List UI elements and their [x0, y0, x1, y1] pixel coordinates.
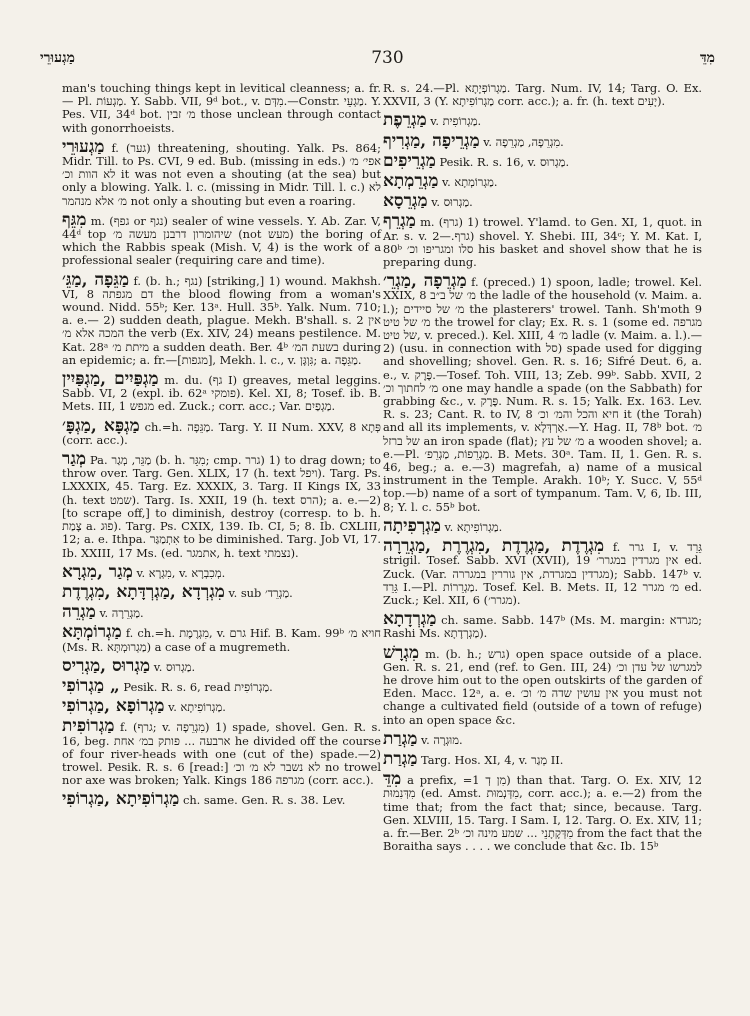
dictionary-entry: [383, 748, 702, 769]
dictionary-entry: [383, 130, 702, 151]
entry-headword: מַגְרֵפֶת: [383, 110, 427, 131]
running-head-left: מַגְעוּרֵי: [40, 49, 75, 66]
dictionary-entry: [383, 211, 702, 270]
dictionary-entry: [383, 642, 702, 727]
entry-definition: v. מַגְרוּס.: [431, 195, 473, 210]
entry-definition: f. (גער) threatening, shouting. Yalk. Ps. 864; Midr. Till. to Ps. CVI, 9 ed. Bub. (missing in eds.) אפי׳ מ׳ לא הוות וכ׳ it was not even a shouting (at the sea) but only a blowing. Yalk. l. c. (missing in Midr. Till. l. c.) לא מ׳ אלא מנהמר not only a shouting but even a roaring.: [62, 140, 382, 208]
entry-definition: m. (גפף or נגף) sealer of wine vessels. Y. Ab. Zar. V, 44ᵈ top שיהומרון דרבנן מעשה מ׳ (not מעש) the boring of which the Rabbis speak (Mish. V, 4) is the work of a professional sealer (requiring care and time).: [62, 213, 381, 268]
dictionary-entry: [383, 191, 702, 212]
entry-headword: מִגְרָשׁ: [383, 642, 420, 663]
entry-headword: מַגְרוֹפִיתָא ,מַגְרוֹפִי: [62, 789, 180, 810]
entry-headword: מַגְרַת: [383, 748, 418, 769]
entry-definition: v. מַגְרוֹפִיתָא.: [168, 700, 226, 715]
page-header: [40, 44, 715, 72]
dictionary-entry: [62, 415, 381, 447]
dictionary-entry: [62, 789, 381, 810]
dictionary-entry: [62, 602, 381, 623]
entry-headword: מַגְרֵף: [383, 211, 416, 232]
entry-definition: Targ. Hos. XI, 4, v. מְגַר II.: [421, 752, 564, 767]
entry-headword: מַגְעוּרֵי: [62, 136, 105, 157]
left-column: [62, 82, 381, 813]
entry-headword: מְגַר ,מִגְרָא: [62, 561, 133, 582]
entry-headword: מַגְרוֹמְתָּא: [62, 622, 122, 643]
dictionary-entry: [62, 675, 381, 696]
dictionary-entry: [62, 136, 382, 208]
entry-definition: a prefix, =מִן דְ 1) than that. Targ. O. Ex. XIV, 12 מִדְּנִמוּת (ed. Amst. מִדְּנְמוּת, corr. acc.); a. e.—2) from the time that; from the fact that; since, because. Targ. Gen. XLVIII, 15. Targ. I Sam. I, 12. Targ. O. Ex. XIV, 11; a. fr.—Ber. 2ᵇ מִדְּקָתָנֵי ... שמע מינה וכ׳ from the fact that the Boraitha says . . . . we conclude that &c. Ib. 15ᵇ: [383, 773, 703, 854]
entry-headword: מַגְפָּא ,מַגְפָּ׳: [62, 415, 140, 436]
dictionary-entry: [383, 536, 703, 607]
entry-definition: f. (b. h.; נגף) [striking,] 1) wound. Makhsh. VI, 8 דם מגפתה the blood flowing from a woman's wound. Nidd. 55ᵇ; Ker. 13ᵃ. Hull. 35ᵇ. Yalk. Num. 710; a. e.— 2) sudden death, plague. Mekh. B'shall. s. 2 אין המכה אלא מ׳ the verb (Ex. XIV, 24) means pestilence. M. Kat. 28ᵃ מיתת מ׳ a sudden death. Ber. 4ᵇ בשעת המ׳ during an epidemic; a. fr.—[מגפות], Mekh. l. c., v. גִּוְגָּן; a. מַגֵּפָה.: [62, 273, 382, 367]
dictionary-entry: [383, 110, 702, 131]
entry-definition: v. מַגְרוֹפִיתָא.: [444, 519, 503, 534]
entry-headword: מַגְרֵמְתָא: [383, 171, 439, 192]
entry-headword: מַגְרֵיפָה ,מַגְרִיף: [383, 130, 480, 151]
entry-definition: Pesik. R. s. 16, v. מַגְרוּס.: [439, 154, 570, 169]
page-number: 730: [371, 48, 404, 68]
dictionary-entry: [62, 82, 381, 135]
entry-headword: מִגְרֶדֶת ,מַגְרֶדֶת ,מִגְרֶרֶת ,מַגְרֵרָה: [383, 536, 605, 557]
entry-headword: מַגְרֵפָה ,מַגְרֵ׳: [383, 271, 467, 292]
entry-headword: מִדֵּ: [383, 769, 402, 790]
right-column: [383, 82, 702, 858]
dictionary-entry: [62, 209, 381, 268]
entry-definition: Pesik. R. s. 6, read מַגְרוֹפִית.: [123, 679, 273, 694]
entry-definition: ch. same. Sabb. 147ᵇ (Ms. M. margin: מגרדא; Rashi Ms. מַגְרְדָתָא).: [383, 613, 702, 641]
entry-definition: v. מַגְרוֹמְתָא.: [442, 175, 498, 190]
dictionary-entry: [383, 82, 702, 108]
entry-headword: מַגְרוֹפִית: [62, 716, 115, 737]
entry-definition: ch. same. Gen. R. s. 38. Lev.: [182, 793, 346, 808]
entry-headword: מִגְרְדָא ,מַגְרְדָּתָא ,מִגְרֶדֶת: [62, 581, 225, 602]
dictionary-entry: [62, 561, 381, 582]
dictionary-entry: [383, 150, 702, 171]
entry-headword: מַגְרְדָתָא: [383, 609, 437, 630]
entry-headword: מַגְרוּס ,מַגְרִיס: [62, 655, 151, 676]
dictionary-entry: [383, 515, 702, 536]
entry-headword: מַגְרֵיפִים: [383, 150, 436, 171]
entry-definition: v. מִגְרֵפָה, מַגְרֵפָה.: [483, 134, 564, 149]
entry-headword: מַגְרְפִיתָה: [383, 515, 441, 536]
dictionary-entry: [62, 369, 382, 414]
dictionary-entry: [62, 269, 382, 367]
entry-headword: מְגַר: [62, 449, 87, 470]
entry-headword: מַגְרֵה: [62, 602, 96, 623]
dictionary-entry: [62, 716, 382, 788]
dictionary-entry: [62, 581, 381, 602]
entry-definition: v. מַגְרוֹפִית.: [430, 114, 482, 129]
dictionary-entry: [62, 655, 381, 676]
running-head-right: מִדֵּ: [699, 49, 715, 66]
entry-definition: v. מַגְרוּס.: [153, 659, 196, 674]
entry-definition: R. s. 24.—Pl. מַגְרוֹפְיָתָא. Targ. Num. IV, 14; Targ. O. Ex. XXVII, 3 (Y. מַגְרוֹפִיתָא corr. acc.); a. fr. (h. text יָעִים).: [383, 81, 702, 109]
entry-definition: f. גרר I, v. גֵּרֵד strigil. Tosef. Sabb. XVI (XVII), 19 אין מגרדין במגרר׳ ed. Zuck. (Var. מגרדין במגרדת, אין גוררין במגררה); Sabb. 147ᵇ v. גֵּרֵד I.—Pl. מַגְרֵרוֹת. Tosef. Kel. B. Mets. II, 12 מ׳ מגרר ed. Zuck.; Kel. XII, 6 (מגרר׳).: [383, 540, 703, 607]
entry-definition: v. מוּגְרָה.: [421, 732, 463, 747]
entry-definition: m. du. (גף I) greaves, metal leggins. Sabb. VI, 2 (expl. ib. 62ᵃ פומקי). Kel. XI, 8; Tosef. ib. B. Mets. III, 1 מגפש ed. Zuck.; corr. acc.; Var. מַגְפַיִם.: [62, 373, 382, 414]
entry-headword: מַגְרַת: [383, 728, 418, 749]
entry-headword: מַגֵּפָה ,מַגֵּ׳: [62, 269, 130, 290]
entry-headword: „ מַגְרוֹפִי: [62, 675, 120, 696]
entry-definition: Pa. מַגֵּר, מְגַר (b. h. מִגֵּר; cmp. גרר) 1) to drag down; to throw over. Targ. Gen. XLIX, 17 (h. text ויפל). Targ. Ps. LXXXIX, 45. Targ. Ez. XXXIX, 3. Targ. II Kings IX, 33 (h. text שמט). Targ. Is. XXII, 19 (h. text הרס); a. e.—2) [to scrape off,] to diminish, destroy (corresp. to b. h. צָמַת a. פוּג). Targ. Ps. CXIX, 139. Ib. CI, 5; 8. Ib. CXLIII, 12; a. e. Ithpa. אִתְמַגַּר to be diminished. Targ. Job VI, 17. Ib. XXIII, 17 Ms. (ed. אתמגר, h. text נצמתי).: [62, 453, 381, 560]
entry-definition: f. (preced.) 1) spoon, ladle; trowel. Kel. XXIX, 8 מ׳ של ב״ב the ladle of the household (v. Maim. a. l.); מ׳ של סיידים the plasterers' trowel. Tanh. Sh'moth 9 מ׳ של טיט the trowel for clay; Ex. R. s. 1 (some ed. מגרפה של טיט, v. preced.). Kel. XIII, 4 מ׳ ladle (v. Maim. a. l.).—2) (usu. in connection with סל) spade used for digging and shovelling; shovel. Gen. R. s. 16; Sifré Deut. 6, a. e., v. פֶּרֶק.—Tosef. Toh. VIII, 13; Zeb. 99ᵇ. Sabb. XVII, 2 מ׳ לחתוך וכ׳ one may handle a spade (on the Sabbath) for grabbing &c., v. פֶּרֶק. Num. R. s. 15; Yalk. Ex. 163. Lev. R. s. 23; Cant. R. to IV, 8 חיא והכל והמ׳ וכ׳ it (the Torah) and all its implements, v. אַרְדְּלָא.—Y. Hag. II, 78ᵇ bot. מ׳ של ברזל an iron spade (flat); מ׳ של עץ a wooden shovel; a. e.—Pl. מַגְרֵפוֹת, מַגְרֵפ׳. B. Mets. 30ᵃ. Tam. II, 1. Gen. R. s. 46, beg.; a. e.—3) magrefah, a) name of a musical instrument in the Temple. Arakh. 10ᵇ; Y. Succ. V, 55ᵈ top.—b) name of a sort of tympanum. Tam. V, 6, Ib. III, 8; Y. l. c. 55ᵇ bot.: [383, 275, 703, 514]
entry-definition: v. מַגְרֵרָה.: [99, 606, 144, 621]
dictionary-entry: [62, 622, 382, 654]
dictionary-entry: [383, 609, 702, 641]
entry-headword: מִגֵּף: [62, 209, 87, 230]
dictionary-entry: [383, 728, 702, 749]
dictionary-entry: [383, 769, 703, 854]
entry-headword: מַגְרוֹפָא ,מַגְרוֹפִי: [62, 696, 165, 717]
entry-headword: מַגְרֵסָא: [383, 191, 428, 212]
entry-definition: ch.=h. מַגֵּפָה. Targ. Y. II Num. XXV, 8 פְּתָא (corr. acc.).: [62, 419, 381, 447]
entry-definition: m. (b. h.; גרש) open space outside of a place. Gen. R. s. 21, end (ref. to Gen. III, 24) למגרשו של עדן וכ׳ he drove him out to the open outskirts of the garden of Eden. Macc. 12ᵃ, a. e. אין עושין שדה מ׳ וכ׳ you must not change a cultivated field (outside of a town of refuge) into an open space &c.: [383, 646, 702, 727]
dictionary-entry: [62, 449, 381, 560]
entry-definition: v. sub מַגְרֵד׳.: [228, 585, 293, 600]
entry-definition: f. ch.=h. מִגְרֶמֶת, v. גרם Hif. B. Kam. 99ᵇ חויא מ׳ (Ms. R. מַגְרוּמְתָּא) a case of a mugremeth.: [62, 626, 382, 654]
entry-definition: f. (גרף; v. מִגְרֵפָה) 1) spade, shovel. Gen. R. s. 16, beg. ארבעה ... פותק במ׳ אחת he divided off the course of four river-heads with one (cut of the) spade.—2) trowel. Pesik. R. s. 6 [read:] לא נשבר לא מ׳ וכ׳ no trowel nor axe was broken; Yalk. Kings 186 מגרפה (corr. acc.).: [62, 720, 382, 788]
dictionary-entry: [383, 171, 702, 192]
entry-definition: man's touching things kept in levitical cleanness; a. fr.— Pl. מַגְעוֹת. Y. Sabb. VII, 9ᵈ bot., v. מִדְּם.—Constr. מַגְעֵי. Y. Pes. VII, 34ᵈ bot. מ׳ זבין those unclean through contact with gonorrhoeists.: [62, 81, 381, 135]
dictionary-entry: [383, 271, 703, 514]
entry-definition: v. מִגְרָא, v. מְכִבְרָא.: [136, 565, 226, 580]
dictionary-entry: [62, 696, 381, 717]
entry-definition: m. (גרף) 1) trowel. Y'lamd. to Gen. XI, 1, quot. in Ar. s. v. גרף.—2) shovel. Y. Shebi. III, 34ᶜ; Y. M. Kat. I, 80ᵇ סלו ומגריפו וכ׳ his basket and shovel show that he is preparing dung.: [383, 215, 702, 270]
entry-headword: מַגְפַּיִים ,מַגְפַּיִין: [62, 369, 159, 390]
